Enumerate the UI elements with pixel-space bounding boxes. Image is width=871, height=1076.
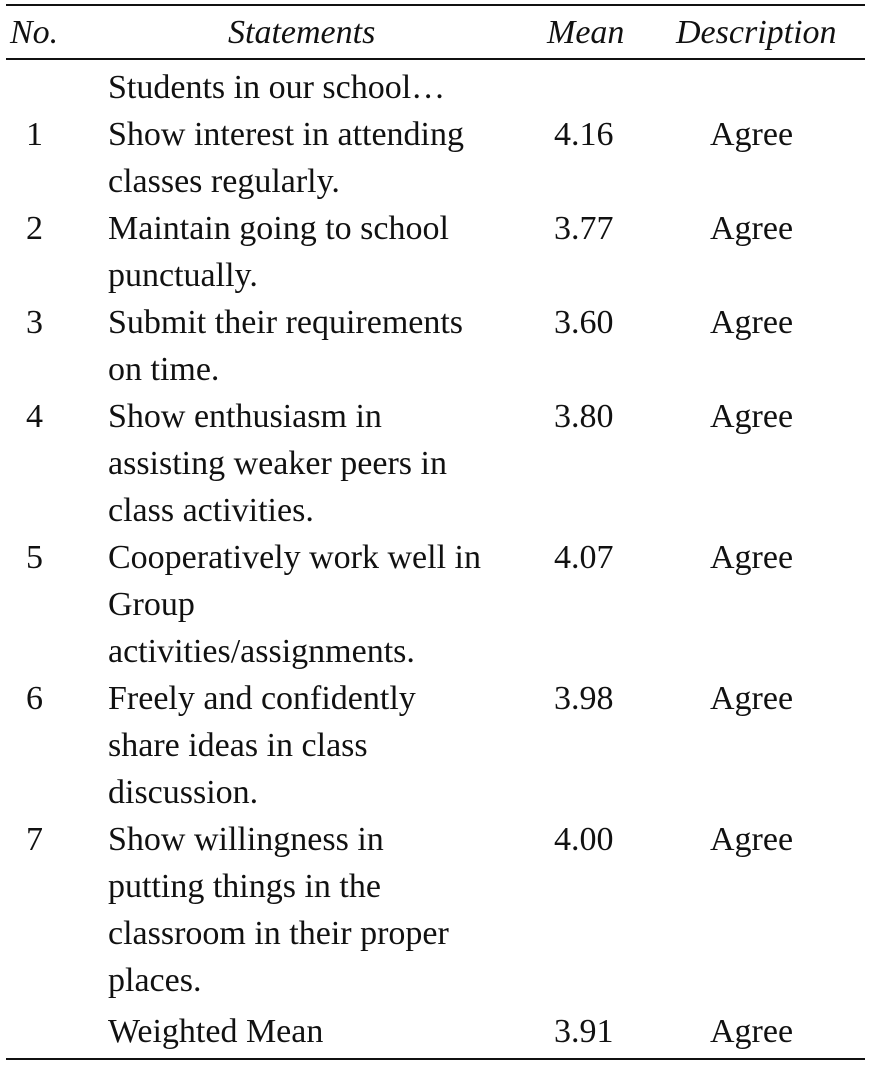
statement-line: class activities. (108, 492, 314, 529)
row-statement (108, 299, 528, 393)
statement-line: Maintain going to school (108, 210, 449, 247)
bottom-rule (6, 1058, 865, 1060)
row-description: Agree (710, 116, 794, 153)
statement-line: share ideas in class (108, 727, 368, 764)
header-mean: Mean (547, 14, 625, 51)
weighted-mean-description: Agree (710, 1013, 794, 1050)
row-description: Agree (710, 821, 794, 858)
row-mean: 4.07 (554, 539, 614, 576)
row-statement (108, 111, 528, 205)
statement-line: classes regularly. (108, 163, 340, 200)
row-description: Agree (710, 680, 794, 717)
row-statement (108, 393, 528, 534)
statement-line: punctually. (108, 257, 258, 294)
statement-line: activities/assignments. (108, 633, 415, 670)
statement-line: classroom in their proper (108, 915, 449, 952)
row-mean: 4.00 (554, 821, 614, 858)
statements-intro: Students in our school… (108, 69, 446, 106)
statement-line: Show interest in attending (108, 116, 465, 153)
statement-line: Freely and confidently (108, 680, 416, 717)
header-rule (6, 58, 865, 60)
row-statement (108, 205, 528, 299)
header-statements: Statements (228, 14, 376, 51)
row-number: 4 (26, 398, 43, 435)
statement-line: Cooperatively work well in (108, 539, 481, 576)
row-number: 2 (26, 210, 43, 247)
header-description: Description (676, 14, 837, 51)
row-mean: 3.60 (554, 304, 614, 341)
statement-line: assisting weaker peers in (108, 445, 447, 482)
statement-line: Show willingness in (108, 821, 384, 858)
row-description: Agree (710, 539, 794, 576)
row-number: 3 (26, 304, 43, 341)
weighted-mean-value: 3.91 (554, 1013, 614, 1050)
statement-line: places. (108, 962, 202, 999)
row-mean: 3.77 (554, 210, 614, 247)
row-number: 5 (26, 539, 43, 576)
row-number: 7 (26, 821, 43, 858)
row-mean: 3.80 (554, 398, 614, 435)
row-mean: 3.98 (554, 680, 614, 717)
row-number: 1 (26, 116, 43, 153)
header-no: No. (10, 14, 59, 51)
statement-line: putting things in the (108, 868, 381, 905)
statement-line: discussion. (108, 774, 259, 811)
statement-line: Group (108, 586, 195, 623)
row-description: Agree (710, 304, 794, 341)
row-statement (108, 675, 528, 816)
statement-line: Show enthusiasm in (108, 398, 382, 435)
row-mean: 4.16 (554, 116, 614, 153)
statement-line: on time. (108, 351, 220, 388)
statement-line: Submit their requirements (108, 304, 464, 341)
weighted-mean-label: Weighted Mean (108, 1013, 324, 1050)
row-statement (108, 534, 528, 675)
row-number: 6 (26, 680, 43, 717)
row-description: Agree (710, 398, 794, 435)
row-statement (108, 816, 528, 1004)
row-description: Agree (710, 210, 794, 247)
table-header (6, 6, 865, 58)
